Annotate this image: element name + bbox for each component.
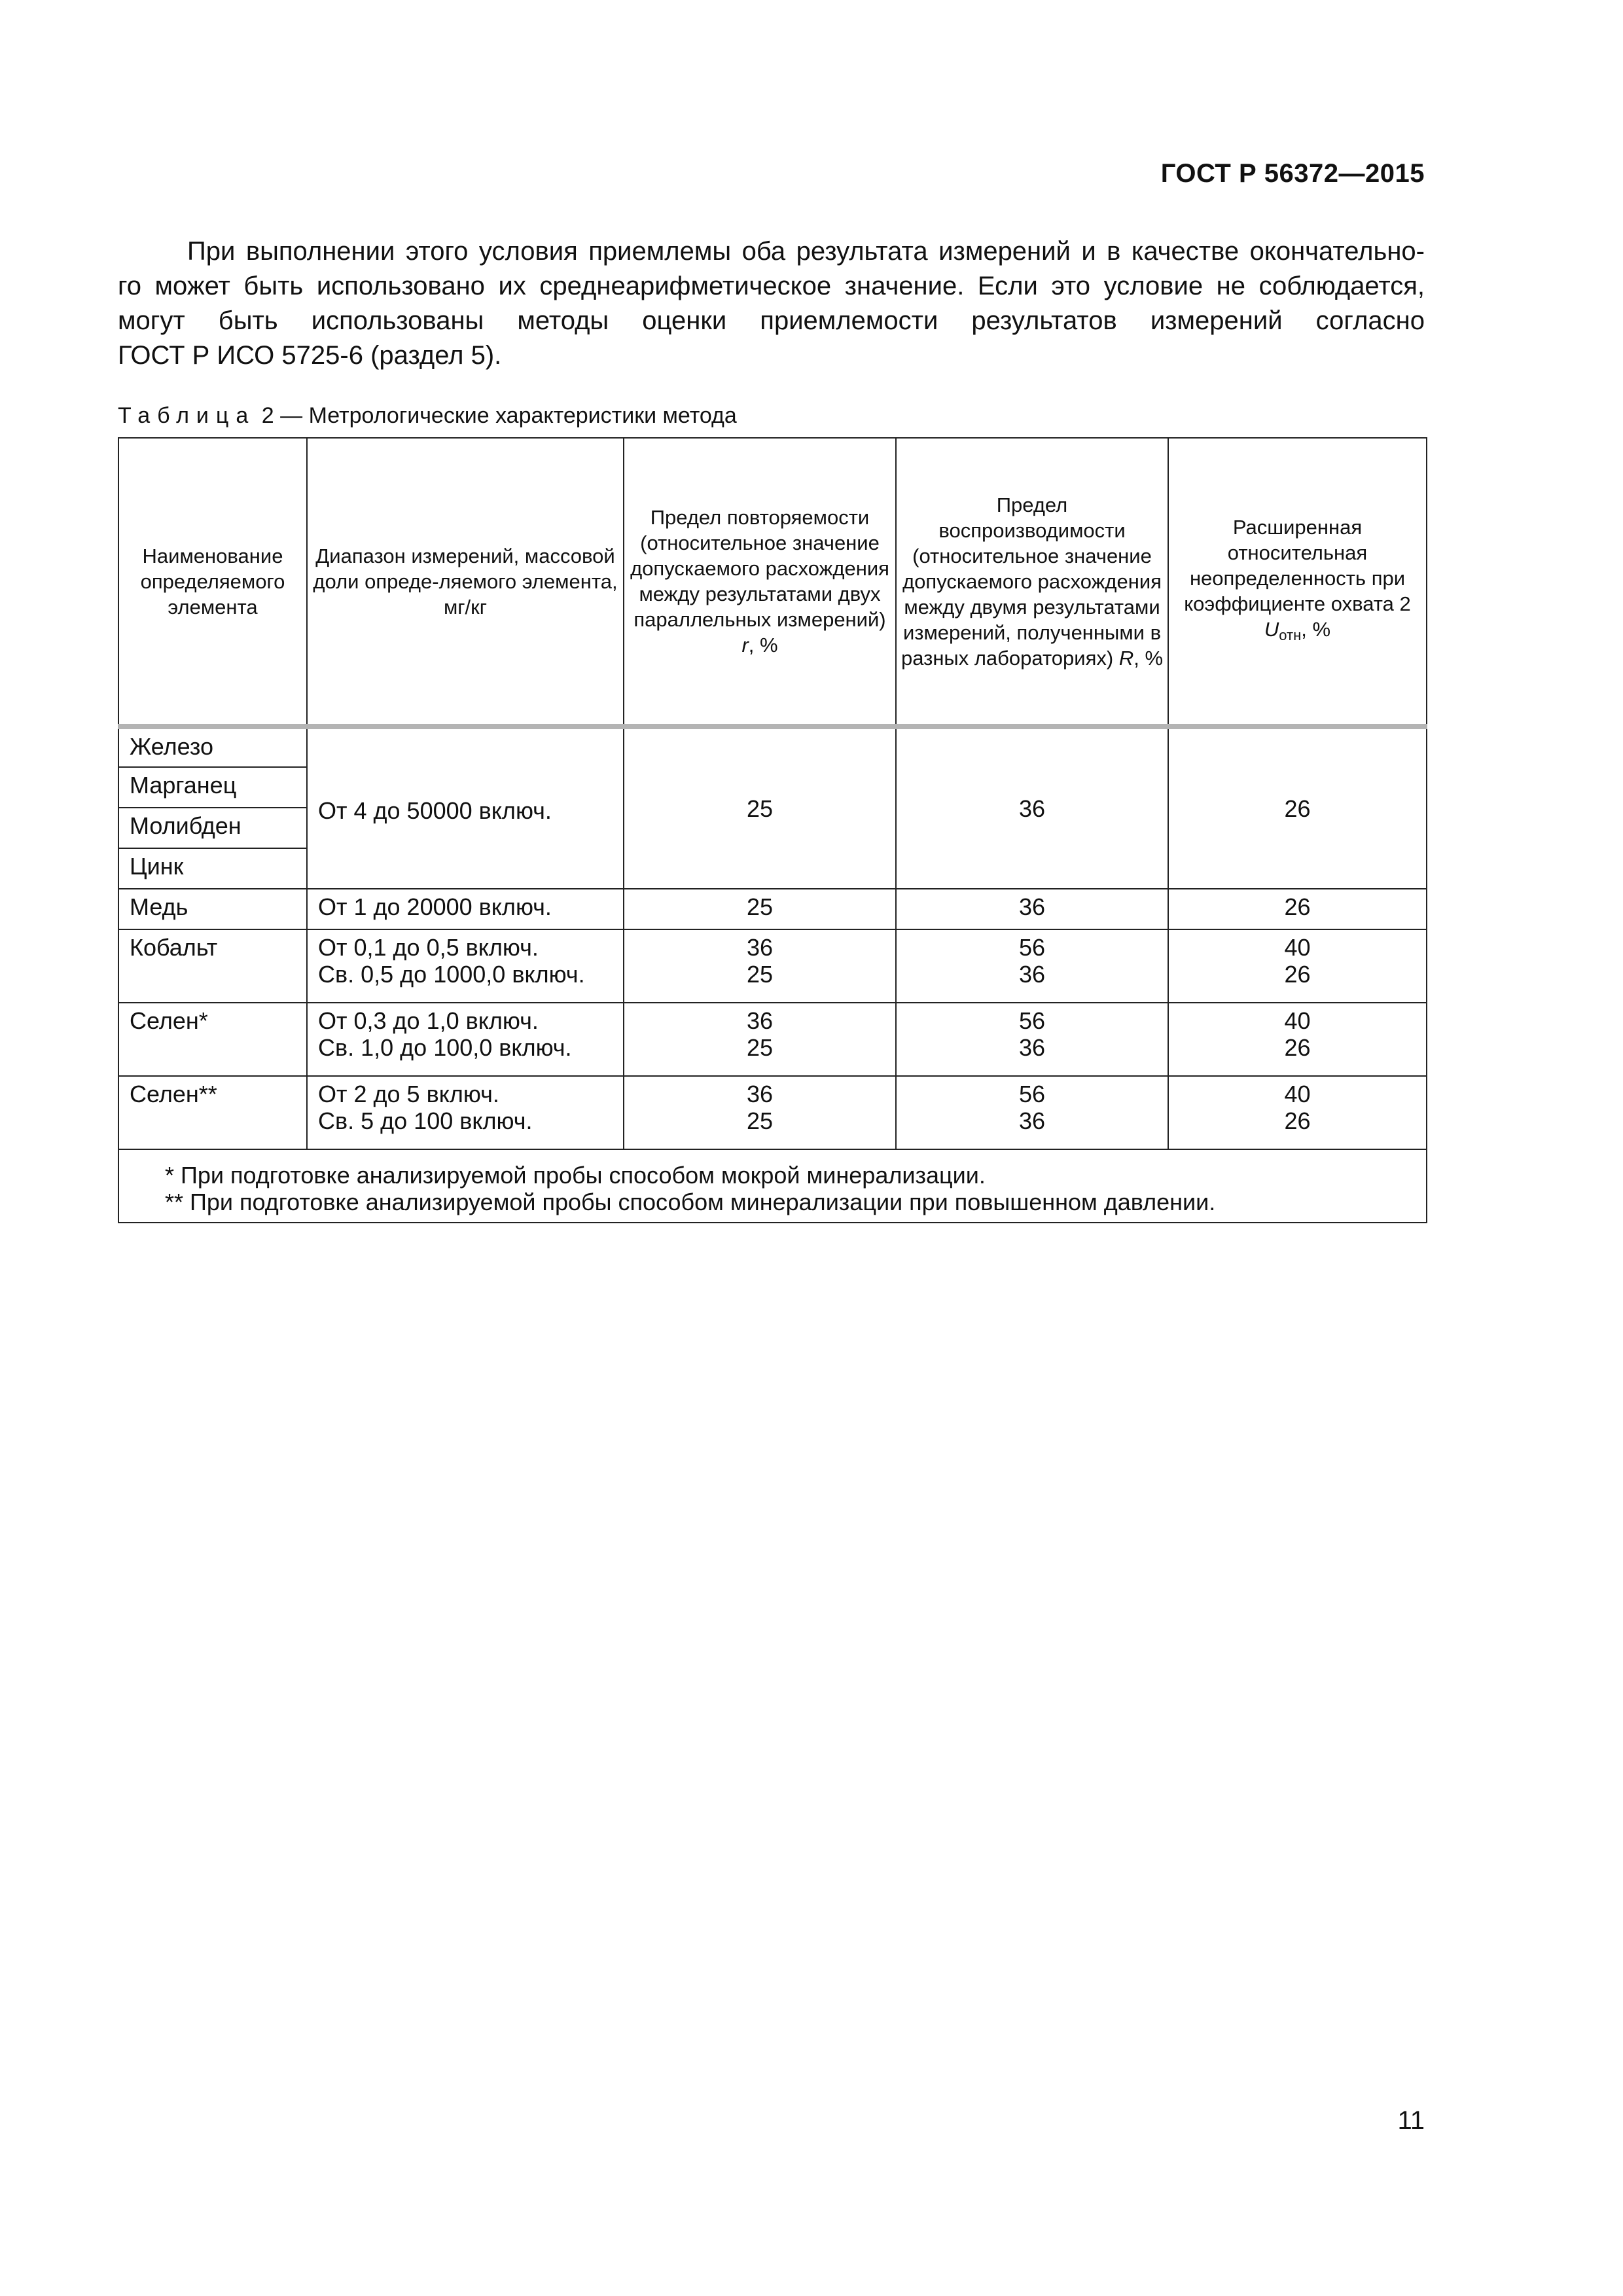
element-cell: Марганец xyxy=(118,767,307,808)
footnote: ** При подготовке анализируемой пробы способом минерализации при повышенном давлении. xyxy=(165,1189,1216,1215)
body-paragraph xyxy=(118,234,1425,373)
reproducibility-cell: 36 xyxy=(896,726,1168,889)
range-cell: От 0,1 до 0,5 включ. Св. 0,5 до 1000,0 включ. xyxy=(307,929,624,1003)
paragraph-line: го может быть использовано их среднеарифметическое значение. Если это условие не соблюдается, xyxy=(118,272,1425,300)
element-cell: Медь xyxy=(118,889,307,929)
repeatability-cell: 25 xyxy=(624,726,896,889)
table-row xyxy=(118,1003,1427,1076)
table-caption xyxy=(118,403,737,429)
table-notes xyxy=(118,1149,1427,1223)
element-cell: Молибден xyxy=(118,808,307,848)
repeatability-cell: 36 25 xyxy=(624,929,896,1003)
page-number: 11 xyxy=(1397,2106,1425,2135)
header-range: Диапазон измерений, массовой доли опреде-ляемого элемента, мг/кг xyxy=(307,438,624,726)
uncertainty-cell: 40 26 xyxy=(1168,1003,1427,1076)
table-caption-title: 2 — Метрологические характеристики метода xyxy=(261,403,737,428)
element-cell: Железо xyxy=(118,726,307,767)
uncertainty-cell: 40 26 xyxy=(1168,929,1427,1003)
uncertainty-cell: 40 26 xyxy=(1168,1076,1427,1149)
element-cell: Селен** xyxy=(118,1076,307,1149)
header-element: Наименование определяемого элемента xyxy=(118,438,307,726)
paragraph-line: ГОСТ Р ИСО 5725-6 (раздел 5). xyxy=(118,341,502,370)
table-notes-row xyxy=(118,1149,1427,1223)
table-header-row xyxy=(118,438,1427,726)
uncertainty-cell: 26 xyxy=(1168,889,1427,929)
table-row xyxy=(118,889,1427,929)
uncertainty-cell: 26 xyxy=(1168,726,1427,889)
header-repeatability: Предел повторяемости (относительное значение допускаемого расхождения между результатами двух параллельных измерений) r, % xyxy=(624,438,896,726)
reproducibility-cell: 56 36 xyxy=(896,1003,1168,1076)
table-caption-word: Таблица xyxy=(118,403,256,428)
range-cell: От 1 до 20000 включ. xyxy=(307,889,624,929)
repeatability-cell: 25 xyxy=(624,889,896,929)
header-reproducibility: Предел воспроизводимости (относительное значение допускаемого расхождения между двумя результатами измерений, полученными в разных лабораториях) R, % xyxy=(896,438,1168,726)
metrology-table xyxy=(118,437,1427,1223)
repeatability-cell: 36 25 xyxy=(624,1076,896,1149)
range-cell: От 0,3 до 1,0 включ. Св. 1,0 до 100,0 включ. xyxy=(307,1003,624,1076)
table-row xyxy=(118,726,1427,767)
header-uncertainty: Расширенная относительная неопределенность при коэффициенте охвата 2 $U_{отн}$, % xyxy=(1168,438,1427,726)
paragraph-line: При выполнении этого условия приемлемы оба результата измерений и в качестве окончательно- xyxy=(187,237,1425,266)
paragraph-line: могут быть использованы методы оценки приемлемости результатов измерений согласно xyxy=(118,306,1425,335)
element-cell: Цинк xyxy=(118,848,307,889)
document-designation: ГОСТ Р 56372—2015 xyxy=(1160,159,1425,188)
repeatability-cell: 36 25 xyxy=(624,1003,896,1076)
table-row xyxy=(118,929,1427,1003)
reproducibility-cell: 56 36 xyxy=(896,929,1168,1003)
element-cell: Кобальт xyxy=(118,929,307,1003)
table-row xyxy=(118,1076,1427,1149)
range-cell: От 2 до 5 включ. Св. 5 до 100 включ. xyxy=(307,1076,624,1149)
range-cell: От 4 до 50000 включ. xyxy=(307,726,624,889)
element-cell: Селен* xyxy=(118,1003,307,1076)
reproducibility-cell: 36 xyxy=(896,889,1168,929)
reproducibility-cell: 56 36 xyxy=(896,1076,1168,1149)
footnote: * При подготовке анализируемой пробы способом мокрой минерализации. xyxy=(165,1162,986,1189)
